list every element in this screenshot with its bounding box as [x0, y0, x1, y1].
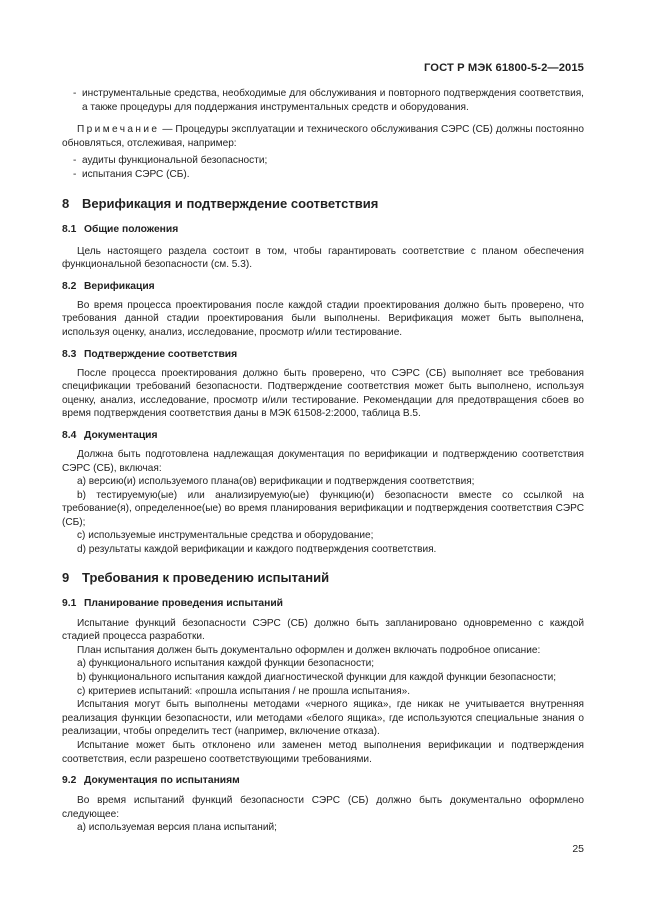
document-header: ГОСТ Р МЭК 61800-5-2—2015 — [423, 62, 584, 74]
note-text: — Процедуры эксплуатации и технического обслуживания СЭРС (СБ) должны постоянно обновляться, отслеживая, например: — [62, 124, 584, 149]
section-9-2-text: Во время испытаний функций безопасности СЭРС (СБ) должно быть документально оформлено следующее: — [62, 795, 584, 820]
list-item: c) используемые инструментальные средства и оборудование; — [77, 530, 374, 542]
document-page — [62, 62, 584, 835]
section-9-1-text: Испытание может быть отклонено или заменен метод выполнения верификации и подтверждения соответствия, если разрешено соответствующими требованиями. — [62, 740, 584, 765]
section-9-2-heading: 9.2 Документация по испытаниям — [62, 775, 240, 787]
list-item: d) результаты каждой верификации и каждого подтверждения соответствия. — [77, 544, 437, 556]
section-9-heading: 9 Требования к проведению испытаний — [62, 569, 330, 585]
section-8-heading: 8 Верификация и подтверждение соответствия — [62, 195, 379, 211]
list-item: c) критериев испытаний: «прошла испытания / не прошла испытания». — [77, 685, 411, 697]
list-item: b) тестируемую(ые) или анализируемую(ые) функцию(и) безопасности вместе со ссылкой на требование(я), определенное(ые) во время планирования верификации и подтверждения соответствия СЭРС (СБ); — [62, 489, 584, 528]
section-8-4-heading: 8.4 Документация — [62, 429, 158, 441]
section-8-2-heading: 8.2 Верификация — [62, 280, 155, 292]
section-9-1-text: Испытания могут быть выполнены методами «черного ящика», где никак не учитывается внутренняя реализация функции безопасности, или методами «белого ящика», где используются специальные знания о реализации, чтобы определить тест (например, включение отказа). — [62, 699, 584, 738]
section-9-1-text: Испытание функций безопасности СЭРС (СБ) должно быть запланировано одновременно с каждой стадией процесса разработки. — [62, 617, 584, 643]
list-item: a) функционального испытания каждой функции безопасности; — [77, 658, 375, 670]
note-list-item: - аудиты функциональной безопасности; — [73, 155, 268, 167]
list-item: a) используемая версия плана испытаний; — [77, 822, 277, 834]
intro-item-tools: инструментальные средства, необходимые для обслуживания и повторного подтверждения соответствия, а также процедуры для поддержания инструментальных средств и оборудования. — [82, 88, 584, 113]
section-8-1-text: Цель настоящего раздела состоит в том, чтобы гарантировать соответствие с планом обеспечения функциональной безопасности (см. 5.3). — [62, 245, 584, 271]
list-item: a) версию(и) используемого плана(ов) верификации и подтверждения соответствия; — [77, 476, 475, 488]
note-label: Примечание — [77, 124, 160, 136]
section-8-3-text: После процесса проектирования должно быть проверено, что СЭРС (СБ) выполняет все требования спецификации требований безопасности. Подтверждение соответствия может быть выполнено, используя оценку, анализ, исследование, просмотр и/или тестирование. Рекомендации для предотвращения сбоев во время подтверждения соответствия даны в МЭК 61508-2:2000, таблица В.5. — [62, 367, 584, 420]
section-8-2-text: Во время процесса проектирования после каждой стадии проектирования должно быть проверено, что требования данной стадии проектирования были выполнены. Верификация может быть выполнена, используя оценку, анализ, исследование, просмотр и/или тестирование. — [62, 299, 584, 338]
section-8-3-heading: 8.3 Подтверждение соответствия — [62, 348, 238, 360]
note-paragraph — [62, 123, 584, 150]
section-8-4-text: Должна быть подготовлена надлежащая документация по верификации и подтверждению соответствия СЭРС (СБ), включая: — [62, 448, 584, 474]
section-9-1-text: План испытания должен быть документально оформлен и должен включать подробное описание: — [77, 644, 541, 656]
list-item: - инструментальные средства, необходимые для обслуживания и повторного подтверждения соответствия, а также процедуры для поддержания инструментальных средств и оборудования. — [73, 88, 584, 113]
section-8-1-heading: 8.1 Общие положения — [62, 223, 179, 235]
section-9-1-heading: 9.1 Планирование проведения испытаний — [62, 597, 283, 609]
list-item: b) функционального испытания каждой диагностической функции для каждой функции безопасности; — [77, 672, 557, 684]
note-list-item: - испытания СЭРС (СБ). — [73, 168, 190, 180]
page-number: 25 — [572, 843, 584, 855]
